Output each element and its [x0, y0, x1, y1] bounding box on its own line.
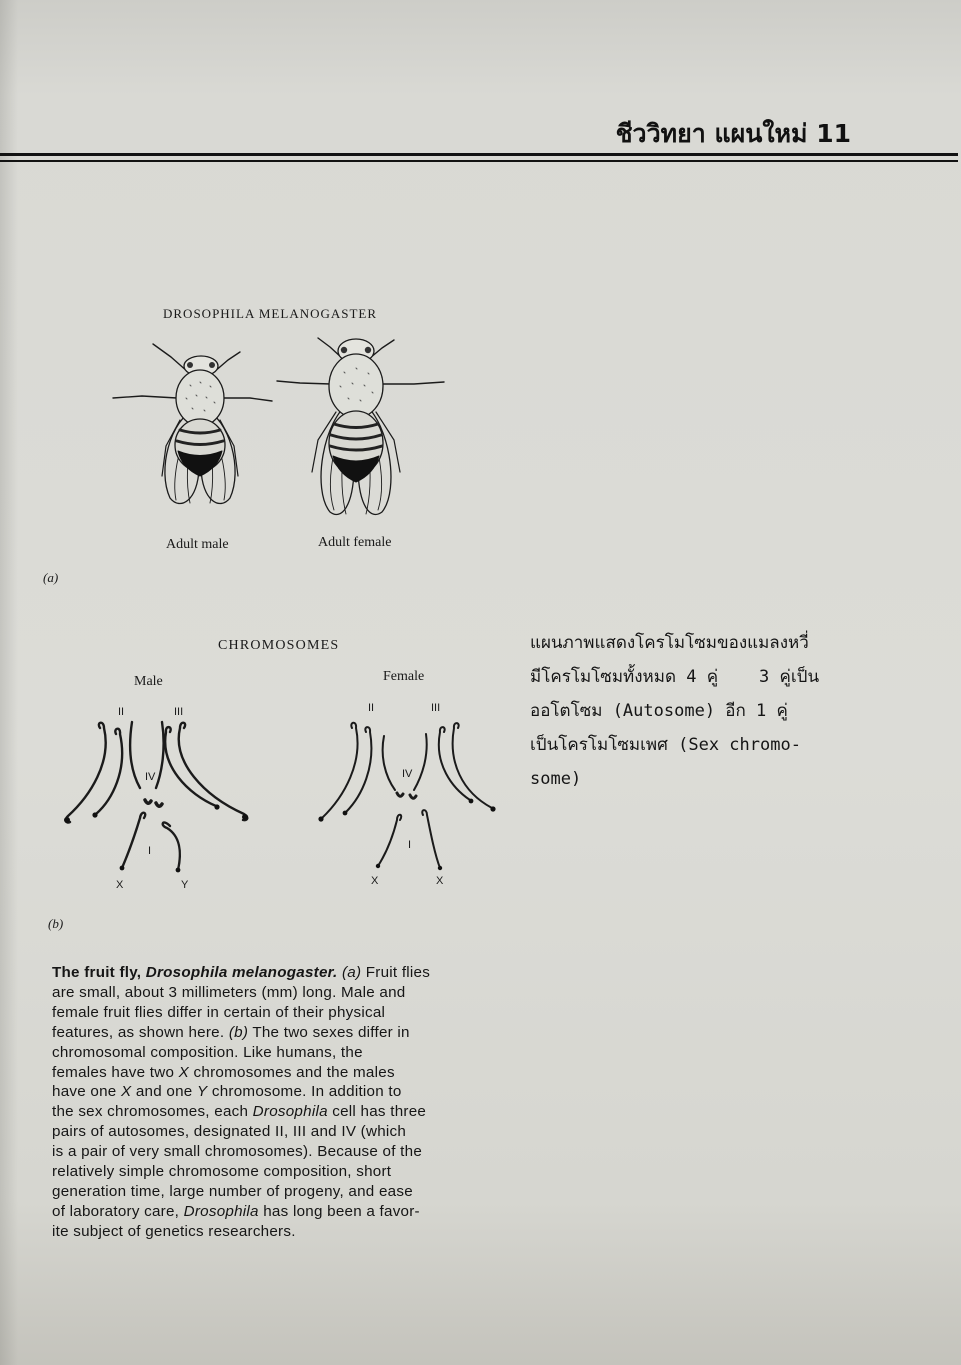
male-chromosome-ii-b-end	[92, 812, 97, 817]
caption-species-name: Drosophila melanogaster.	[145, 964, 338, 981]
male-chromosome-ii-inner	[130, 722, 140, 788]
male-chromosome-iii-a-end	[242, 814, 248, 820]
female-chromosome-iv-b	[410, 795, 416, 798]
male-chromosome-x-end	[120, 866, 125, 871]
female-chromosome-iii-inner	[414, 734, 427, 790]
running-header: ชีววิทยา แผนใหม่ 11	[615, 119, 851, 148]
male-chromosome-y	[163, 823, 180, 870]
caption-text: pairs of autosomes, designated II, III and IV (which	[52, 1123, 407, 1141]
male-x-label: X	[116, 879, 124, 891]
female-chromosome-x-b	[422, 810, 440, 868]
male-chromosome-y-end	[176, 868, 181, 873]
caption-line	[52, 1182, 430, 1202]
adult-female-label: Adult female	[318, 535, 392, 550]
male-right-eye	[209, 362, 215, 368]
female-x-left-label: X	[371, 875, 379, 887]
female-chromosome-x-a-end	[376, 864, 380, 868]
caption-text: cell has three	[332, 1103, 427, 1121]
female-x-right-label: X	[436, 875, 444, 887]
female-mid-left-leg	[277, 381, 331, 384]
caption-text: chromosomes and the males	[193, 1063, 395, 1081]
caption-italic-term: X	[120, 1083, 132, 1101]
caption-text: is a pair of very small chromosomes). Because of the	[52, 1143, 423, 1161]
male-fly-drawing	[113, 344, 272, 504]
caption-line	[52, 1082, 430, 1102]
thai-caption-line: เป็นโครโมโซมเพศ (Sex chromo-	[530, 735, 801, 755]
female-pair-ii-label: II	[368, 702, 375, 714]
caption-line	[52, 1142, 430, 1162]
caption-text: chromosomal composition. Like humans, the	[52, 1043, 363, 1061]
figure-caption	[52, 963, 430, 1242]
adult-male-label: Adult male	[166, 537, 229, 552]
female-chromosome-ii-b-end	[343, 811, 348, 816]
caption-text: Fruit flies	[365, 964, 431, 981]
caption-line	[52, 1162, 430, 1182]
caption-text: female fruit flies differ in certain of their physical	[52, 1003, 386, 1021]
caption-line	[52, 1043, 430, 1063]
caption-text: The two sexes differ in	[252, 1023, 410, 1041]
thai-caption-line: แผนภาพแสดงโครโมโซมของแมลงหวี่	[530, 633, 809, 653]
caption-text: features, as shown here.	[52, 1023, 225, 1041]
male-pair-i-label: I	[148, 845, 152, 857]
male-chromosome-ii-a	[66, 723, 106, 823]
thai-caption-line: ออโตโซม (Autosome) อีก 1 คู่	[530, 701, 788, 721]
female-chromosome-iii-b-end	[469, 799, 474, 804]
female-chromosome-ii-inner	[383, 736, 395, 790]
male-chromosome-iv-b	[156, 803, 162, 806]
male-mid-right-leg	[223, 398, 272, 401]
caption-italic-term: X	[178, 1063, 190, 1081]
female-chromosome-iv-a	[397, 793, 403, 796]
caption-line	[52, 1222, 430, 1242]
caption-line	[52, 1023, 430, 1043]
caption-italic-term: Y	[197, 1083, 208, 1101]
female-chromosome-x-a	[378, 815, 401, 866]
caption-line	[52, 963, 430, 983]
panel-b-label: (b)	[48, 916, 64, 931]
male-chromosome-iii-b	[165, 727, 216, 806]
male-chromosomes-label: Male	[134, 674, 163, 689]
caption-line	[52, 1102, 430, 1122]
panel-a-label: (a)	[43, 570, 59, 585]
female-thorax	[329, 354, 383, 418]
female-chromosome-ii-a-end	[318, 816, 323, 821]
caption-text: have one	[52, 1083, 117, 1101]
caption-text: the sex chromosomes, each	[52, 1103, 249, 1121]
caption-line	[52, 983, 430, 1003]
female-fly-drawing	[277, 338, 444, 514]
male-left-eye	[187, 362, 193, 368]
female-chromosome-set	[318, 723, 495, 870]
female-mid-right-leg	[381, 382, 444, 384]
male-pair-ii-label: II	[118, 706, 125, 718]
female-chromosomes-label: Female	[383, 669, 425, 684]
thai-caption-line: some)	[530, 769, 582, 789]
thai-caption-line: มีโครโมโซมทั้งหมด 4 คู่ 3 คู่เป็น	[530, 667, 820, 687]
male-pair-iii-label: III	[174, 706, 184, 718]
caption-line	[52, 1063, 430, 1083]
figure-a-title: DROSOPHILA MELANOGASTER	[163, 306, 378, 321]
female-chromosome-iii-a-end	[490, 806, 495, 811]
male-thorax	[176, 370, 224, 426]
caption-italic-term: Drosophila	[252, 1103, 328, 1121]
caption-text: ite subject of genetics researchers.	[52, 1222, 296, 1240]
caption-italic-term: Drosophila	[183, 1202, 259, 1220]
caption-text: are small, about 3 millimeters (mm) long. Male and	[52, 983, 406, 1001]
caption-text: has long been a favor-	[263, 1202, 420, 1220]
male-mid-left-leg	[113, 396, 177, 398]
caption-text: generation time, large number of progeny, and ease	[52, 1182, 413, 1200]
female-pair-iii-label: III	[431, 702, 441, 714]
female-chromosome-ii-b	[346, 727, 371, 812]
caption-panel-ref: (b)	[228, 1023, 249, 1041]
caption-line	[52, 1122, 430, 1142]
female-chromosome-iii-a	[453, 723, 492, 808]
male-chromosome-iii-inner	[156, 722, 164, 788]
thai-caption	[530, 626, 819, 796]
caption-panel-ref: (a)	[341, 964, 362, 981]
caption-text: and one	[135, 1083, 193, 1101]
male-front-left-leg	[153, 344, 188, 372]
male-chromosome-x	[122, 813, 145, 868]
female-chromosome-x-b-end	[438, 866, 442, 870]
male-chromosome-set	[64, 722, 248, 872]
female-pair-i-label: I	[408, 839, 412, 851]
female-left-eye	[341, 347, 347, 353]
female-pair-iv-label: IV	[402, 768, 413, 780]
caption-line	[52, 1003, 430, 1023]
male-chromosome-iii-b-end	[214, 804, 219, 809]
caption-text: females have two	[52, 1063, 175, 1081]
male-chromosome-iv-a	[145, 800, 151, 803]
caption-text: of laboratory care,	[52, 1202, 180, 1220]
caption-text: chromosome. In addition to	[211, 1083, 402, 1101]
female-right-eye	[365, 347, 371, 353]
figure-b-title: CHROMOSOMES	[218, 638, 340, 653]
caption-lead: The fruit fly,	[52, 964, 142, 981]
male-chromosome-ii-a-end	[64, 817, 70, 823]
male-pair-iv-label: IV	[145, 771, 156, 783]
caption-line	[52, 1202, 430, 1222]
caption-text: relatively simple chromosome composition, short	[52, 1163, 392, 1181]
male-y-label: Y	[181, 879, 189, 891]
